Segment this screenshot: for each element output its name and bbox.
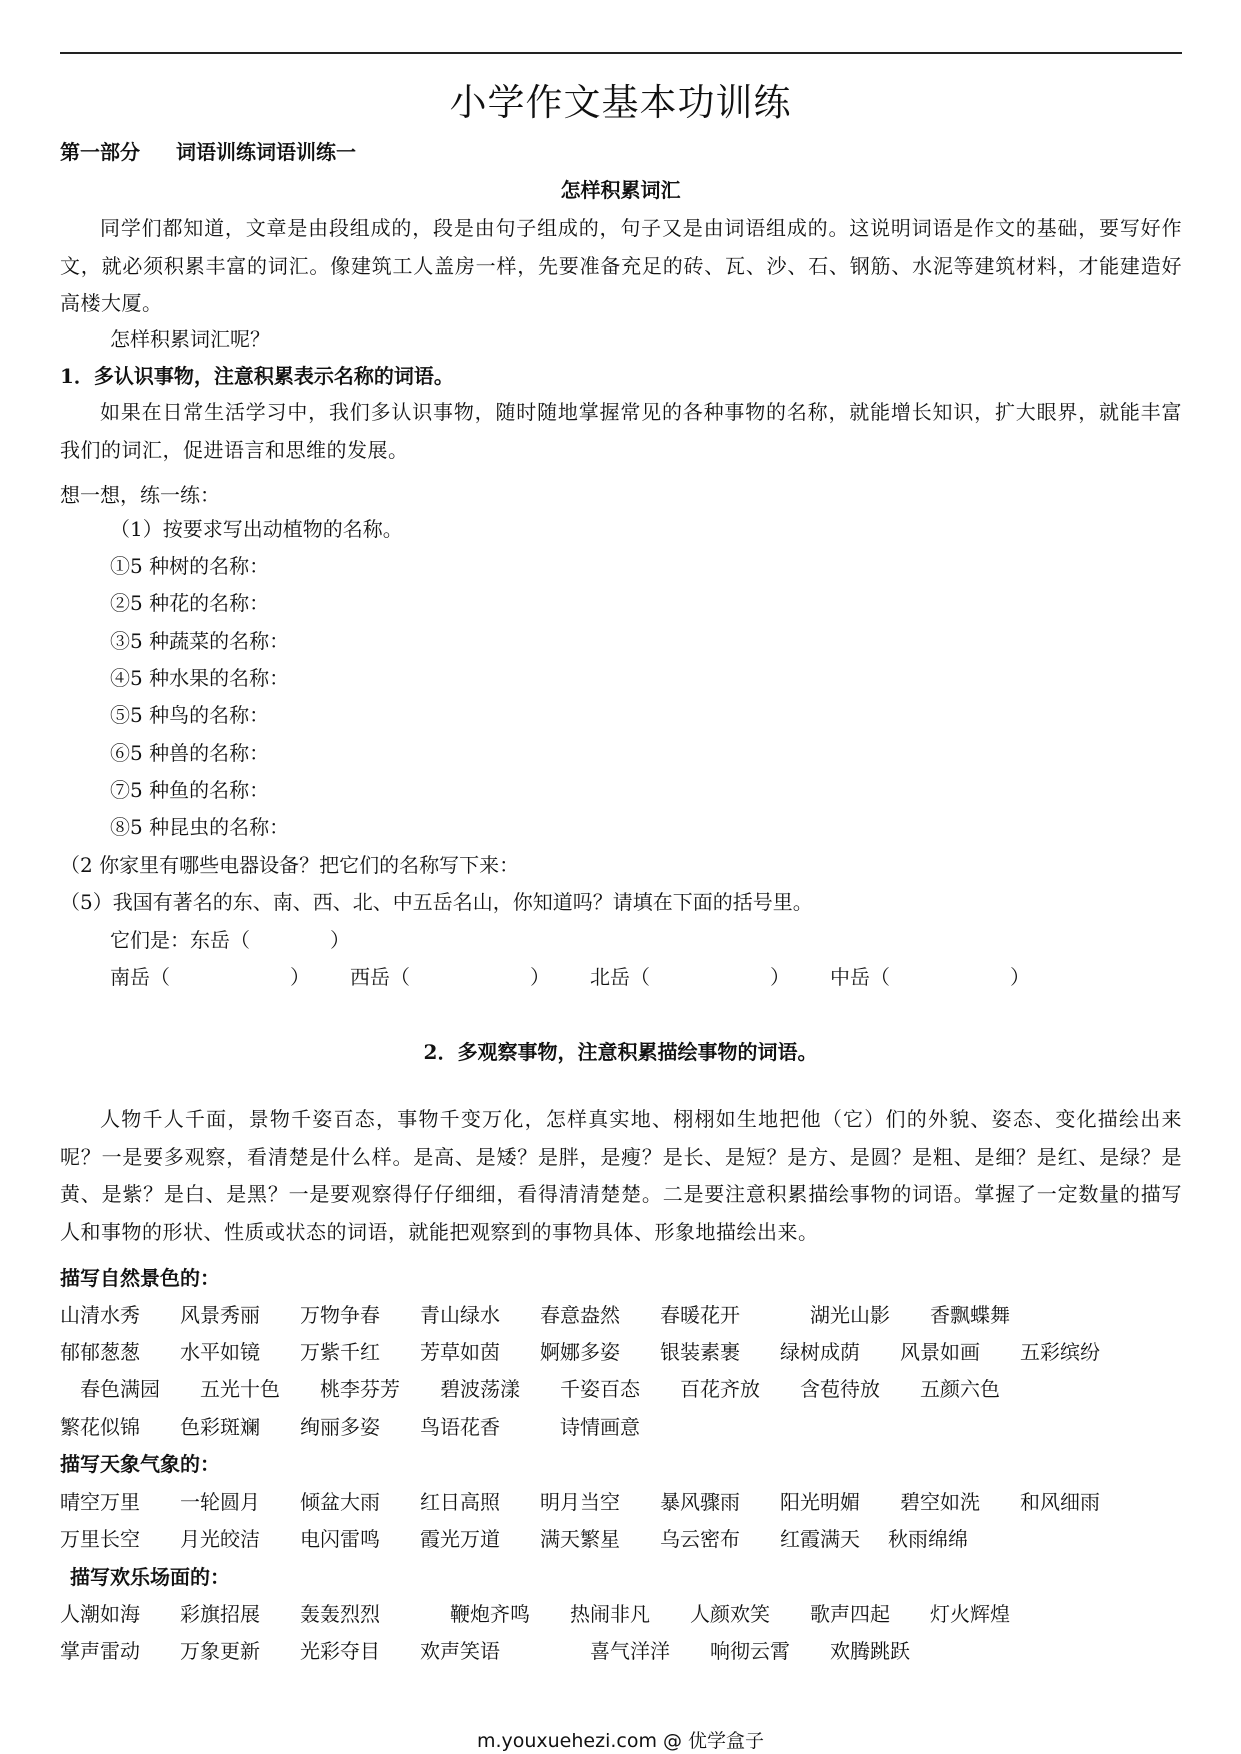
point2-paragraph: 人物千人千面，景物千姿百态，事物千变万化，怎样真实地、栩栩如生地把他（它）们的外貌、姿态、变化描绘出来呢？一是要多观察，看清楚是什么样。是高、是矮？是胖，是瘦？是长、是短？是方、是圆？是粗、是细？是红、是绿？是黄、是紫？是白、是黑？一是要观察得仔仔细细，看得清清楚楚。二是要注意积累描绘事物的词语。掌握了一定数量的描写人和事物的形状、性质或状态的词语，就能把观察到的事物具体、形象地描绘出来。	[60, 1107, 1182, 1244]
point1-paragraph: 如果在日常生活学习中，我们多认识事物，随时随地掌握常见的各种事物的名称，就能增长知识，扩大眼界，就能丰富我们的词汇，促进语言和思维的发展。	[60, 400, 1182, 462]
word-item: 彩旗招展	[180, 1602, 260, 1626]
word-item: 欢声笑语	[420, 1639, 500, 1663]
word-item: 万物争春	[300, 1303, 380, 1327]
word-item: 婀娜多姿	[540, 1340, 620, 1364]
list-item: ③5 种蔬菜的名称：	[110, 629, 290, 653]
word-item: 红日高照	[420, 1490, 500, 1514]
word-item: 诗情画意	[560, 1415, 640, 1439]
point1-heading: 1．多认识事物，注意积累表示名称的词语。	[60, 364, 454, 388]
part-heading	[60, 140, 356, 164]
list-item: ④5 种水果的名称：	[110, 666, 290, 690]
part-label: 第一部分	[60, 140, 140, 164]
word-item: 郁郁葱葱	[60, 1340, 140, 1364]
word-item: 桃李芬芳	[320, 1377, 400, 1401]
intro-paragraph: 同学们都知道，文章是由段组成的，段是由句子组成的，句子又是由词语组成的。这说明词语是作文的基础，要写好作文，就必须积累丰富的词汇。像建筑工人盖房一样，先要准备充足的砖、瓦、沙、石、钢筋、水泥等建筑材料，才能建造好高楼大厦。	[60, 216, 1182, 315]
word-item: 热闹非凡	[570, 1602, 650, 1626]
word-item: 碧空如洗	[900, 1490, 980, 1514]
word-item: 月光皎洁	[180, 1527, 260, 1551]
word-item: 春暖花开	[660, 1303, 740, 1327]
word-item: 芳草如茵	[420, 1340, 500, 1364]
mountain-north: 北岳（ ）	[590, 965, 790, 989]
word-item: 满天繁星	[540, 1527, 620, 1551]
word-item: 倾盆大雨	[300, 1490, 380, 1514]
word-item: 绚丽多姿	[300, 1415, 380, 1439]
mountain-west: 西岳（ ）	[350, 965, 550, 989]
word-item: 和风细雨	[1020, 1490, 1100, 1514]
word-item: 响彻云霄	[710, 1639, 790, 1663]
word-item: 阳光明媚	[780, 1490, 860, 1514]
word-item: 电闪雷鸣	[300, 1527, 380, 1551]
section-title: 怎样积累词汇	[560, 178, 681, 202]
word-item: 银装素裹	[660, 1340, 740, 1364]
word-item: 鸟语花香	[420, 1415, 500, 1439]
word-item: 湖光山影	[810, 1303, 890, 1327]
footer-watermark[interactable]: m.youxuehezi.com @ 优学盒子	[476, 1730, 765, 1752]
word-item: 碧波荡漾	[440, 1377, 520, 1401]
word-item: 喜气洋洋	[590, 1639, 670, 1663]
word-item: 千姿百态	[560, 1377, 640, 1401]
word-item: 欢腾跳跃	[830, 1639, 910, 1663]
word-item: 红霞满天	[780, 1527, 860, 1551]
word-item: 轰轰烈烈	[300, 1602, 380, 1626]
word-item: 五彩缤纷	[1020, 1340, 1100, 1364]
list-item: ⑧5 种昆虫的名称：	[110, 815, 290, 839]
word-item: 乌云密布	[660, 1527, 740, 1551]
word-item: 绿树成荫	[780, 1340, 860, 1364]
word-item: 鞭炮齐鸣	[450, 1602, 530, 1626]
word-item: 春意盎然	[540, 1303, 620, 1327]
word-item: 万紫千红	[300, 1340, 380, 1364]
east-mountain: 它们是：东岳（ ）	[110, 928, 350, 952]
word-item: 五颜六色	[920, 1377, 1000, 1401]
word-item: 山清水秀	[60, 1303, 140, 1327]
page-title: 小学作文基本功训练	[449, 81, 792, 124]
word-item: 一轮圆月	[180, 1490, 260, 1514]
word-item: 人颜欢笑	[690, 1602, 770, 1626]
list-item: ⑦5 种鱼的名称：	[110, 778, 270, 802]
word-item: 风景如画	[900, 1340, 980, 1364]
word-item: 掌声雷动	[60, 1639, 140, 1663]
q2-line: （2 你家里有哪些电器设备？把它们的名称写下来：	[60, 853, 520, 877]
word-item: 色彩斑斓	[180, 1415, 260, 1439]
word-item: 水平如镜	[180, 1340, 260, 1364]
word-item: 风景秀丽	[180, 1303, 260, 1327]
word-item: 霞光万道	[420, 1527, 500, 1551]
practice-label: 想一想，练一练：	[60, 483, 220, 507]
nature-heading: 描写自然景色的：	[60, 1266, 220, 1290]
list-item: ⑤5 种鸟的名称：	[110, 703, 270, 727]
list-item: ①5 种树的名称：	[110, 554, 270, 578]
top-rule	[60, 52, 1182, 54]
q5-line: （5）我国有著名的东、南、西、北、中五岳名山，你知道吗？请填在下面的括号里。	[60, 890, 813, 914]
joy-heading: 描写欢乐场面的：	[70, 1565, 230, 1589]
word-item: 灯火辉煌	[930, 1602, 1010, 1626]
mountain-central: 中岳（ ）	[830, 965, 1030, 989]
word-item: 繁花似锦	[60, 1415, 140, 1439]
word-item: 歌声四起	[810, 1602, 890, 1626]
word-item: 秋雨绵绵	[888, 1527, 968, 1551]
mountain-south: 南岳（ ）	[110, 965, 310, 989]
word-item: 百花齐放	[680, 1377, 760, 1401]
word-item: 人潮如海	[60, 1602, 140, 1626]
q1-line: （1）按要求写出动植物的名称。	[110, 517, 403, 541]
word-item: 晴空万里	[60, 1490, 140, 1514]
word-item: 五光十色	[200, 1377, 280, 1401]
word-item: 香飘蝶舞	[930, 1303, 1010, 1327]
part-text: 词语训练词语训练一	[176, 140, 356, 164]
word-item: 含苞待放	[800, 1377, 880, 1401]
word-item: 光彩夺目	[300, 1639, 380, 1663]
word-item: 暴风骤雨	[660, 1490, 740, 1514]
word-item: 青山绿水	[420, 1303, 500, 1327]
point2-heading: 2．多观察事物，注意积累描绘事物的词语。	[423, 1040, 818, 1064]
question-line: 怎样积累词汇呢？	[110, 327, 270, 351]
list-item: ⑥5 种兽的名称：	[110, 741, 270, 765]
word-item: 春色满园	[80, 1377, 160, 1401]
word-item: 万里长空	[60, 1527, 140, 1551]
list-item: ②5 种花的名称：	[110, 591, 270, 615]
word-item: 明月当空	[540, 1490, 620, 1514]
weather-heading: 描写天象气象的：	[60, 1452, 220, 1476]
word-item: 万象更新	[180, 1639, 260, 1663]
